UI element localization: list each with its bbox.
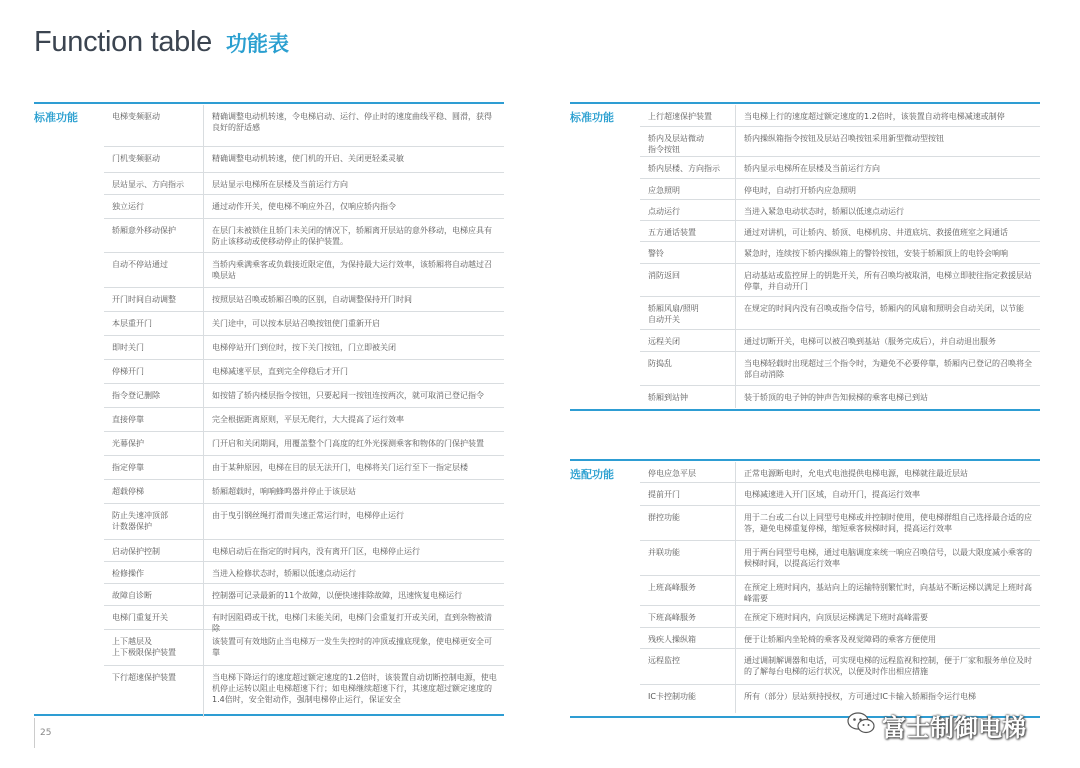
table-row bbox=[640, 541, 1040, 576]
function-description: 轿内操纵箱指令按钮及层站召唤按钮采用新型微动型按钮 bbox=[744, 134, 944, 143]
function-description: 用于两台同型号电梯，通过电脑调度来统一响应召唤信号，以最大限度减小乘客的候梯时间，以提高运行效率 bbox=[744, 548, 1032, 568]
page-number: 25 bbox=[40, 728, 52, 738]
function-description: 通过切断开关，电梯可以被召唤到基站（服务完成后），并自动退出服务 bbox=[744, 337, 996, 346]
function-name: 故障自诊断 bbox=[104, 584, 204, 605]
function-description: 当轿内乘满乘客或负载接近限定值，为保持最大运行效率，该轿厢将自动越过召唤层站 bbox=[212, 260, 492, 280]
function-description: 该装置可有效地防止当电梯万一发生失控时的冲顶或撞底现象，使电梯更安全可靠 bbox=[212, 637, 492, 657]
table-row bbox=[640, 483, 1040, 506]
table-row bbox=[104, 173, 504, 195]
function-description: 在预定上班时间内，基站向上的运输特别繁忙时，向基站不断运梯以满足上班时高峰需要 bbox=[744, 583, 1032, 603]
function-description: 精确调整电动机转速，使门机的开启、关闭更轻柔灵敏 bbox=[212, 154, 404, 163]
table-row bbox=[104, 336, 504, 360]
table-row bbox=[104, 312, 504, 336]
function-name: 层站显示、方向指示 bbox=[104, 173, 204, 194]
function-name: 上班高峰服务 bbox=[640, 576, 736, 605]
section-label: 选配功能 bbox=[570, 468, 614, 481]
function-description: 正常电源断电时，允电式电池提供电梯电源，电梯就往最近层站 bbox=[744, 469, 968, 478]
function-description: 所有（部分）层站须持授权，方可通过IC卡输入轿厢指令运行电梯 bbox=[744, 692, 976, 701]
function-description: 通过对讲机，可让轿内、轿顶、电梯机房、井道底坑、救援值班室之间通话 bbox=[744, 228, 1008, 237]
function-name: 自动不停站通过 bbox=[104, 253, 204, 287]
title-chinese: 功能表 bbox=[225, 32, 289, 56]
function-name: 防捣乱 bbox=[640, 352, 736, 385]
function-description: 完全根据距离原则，平层无爬行，大大提高了运行效率 bbox=[212, 415, 404, 424]
table-row bbox=[104, 456, 504, 480]
table-row bbox=[104, 147, 504, 173]
function-description: 便于让轿厢内坐轮椅的乘客及视觉障碍的乘客方便使用 bbox=[744, 635, 936, 644]
table-row bbox=[640, 105, 1040, 127]
function-name: 远程关闭 bbox=[640, 330, 736, 351]
function-description: 装于轿顶的电子钟的钟声告知候梯的乘客电梯已到站 bbox=[744, 393, 928, 402]
function-description: 通过动作开关，使电梯不响应外召，仅响应轿内指令 bbox=[212, 202, 396, 211]
left-standard-section bbox=[34, 102, 504, 716]
function-description: 由于某种原因，电梯在目的层无法开门，电梯将关门运行至下一指定层楼 bbox=[212, 463, 468, 472]
table-row bbox=[640, 200, 1040, 221]
table-row bbox=[640, 330, 1040, 352]
function-description: 当进入检修状态时，轿厢以低速点动运行 bbox=[212, 569, 356, 578]
table-row bbox=[104, 195, 504, 219]
function-name: 群控功能 bbox=[640, 506, 736, 540]
function-name: 停电应急平层 bbox=[640, 462, 736, 482]
function-description: 有时因阻碍或干扰，电梯门未能关闭，电梯门会重复打开或关闭，直到杂物被清除 bbox=[212, 613, 492, 633]
function-name: 提前开门 bbox=[640, 483, 736, 505]
function-name: 消防返回 bbox=[640, 264, 736, 296]
function-name: 轿厢意外移动保护 bbox=[104, 219, 204, 252]
function-description: 电梯减速进入开门区域，自动开门，提高运行效率 bbox=[744, 490, 920, 499]
function-description: 当电梯轻载时出现超过三个指令时，为避免不必要停靠，轿厢内已登记的召唤将全部自动消除 bbox=[744, 359, 1032, 379]
page-title bbox=[34, 26, 289, 59]
function-table bbox=[640, 462, 1040, 713]
wechat-logo-icon bbox=[846, 710, 876, 742]
function-description: 用于二台或二台以上同型号电梯或并控制时使用，使电梯群组自己选择最合适的应答，避免电梯重复停梯，缩短乘客候梯时间，提高运行效率 bbox=[744, 513, 1032, 533]
function-name: 即时关门 bbox=[104, 336, 204, 359]
function-name: 指定停靠 bbox=[104, 456, 204, 479]
function-name: 五方通话装置 bbox=[640, 221, 736, 241]
table-row bbox=[640, 462, 1040, 483]
function-name: 电梯变频驱动 bbox=[104, 105, 204, 146]
function-name: 点动运行 bbox=[640, 200, 736, 220]
section-top-rule bbox=[570, 459, 1040, 461]
function-description: 在规定的时间内没有召唤或指令信号，轿厢内的风扇和照明会自动关闭，以节能 bbox=[744, 304, 1024, 313]
function-name: 下班高峰服务 bbox=[640, 606, 736, 627]
watermark bbox=[846, 708, 1026, 743]
function-name: 上行超速保护装置 bbox=[640, 105, 736, 126]
function-name: 防止失速冲顶部 计数器保护 bbox=[104, 504, 204, 539]
function-table bbox=[104, 105, 504, 717]
section-label: 标准功能 bbox=[570, 111, 614, 124]
function-name: 门机变频驱动 bbox=[104, 147, 204, 172]
title-english: Function table bbox=[34, 26, 212, 58]
function-description: 如按错了轿内楼层指令按钮，只要起间一按钮连按两次，就可取消已登记指令 bbox=[212, 391, 484, 400]
function-description: 按照层站召唤或轿厢召唤的区别，自动调整保持开门时间 bbox=[212, 295, 412, 304]
function-description: 门开启和关闭期间，用覆盖整个门高度的红外光探测乘客和物体的门保护装置 bbox=[212, 439, 484, 448]
section-bottom-rule bbox=[570, 409, 1040, 411]
function-name: 上下越层及 上下极限保护装置 bbox=[104, 630, 204, 665]
function-name: 电梯门重复开关 bbox=[104, 606, 204, 629]
right-optional-section bbox=[570, 459, 1040, 718]
function-name: 直接停靠 bbox=[104, 408, 204, 431]
function-description: 启动基站或监控屏上的钥匙开关，所有召唤均被取消，电梯立即驶往指定救援层站停靠，并自动开门 bbox=[744, 271, 1032, 291]
function-name: 光幕保护 bbox=[104, 432, 204, 455]
table-row bbox=[104, 408, 504, 432]
function-name: 警铃 bbox=[640, 242, 736, 263]
table-row bbox=[640, 297, 1040, 330]
table-row bbox=[104, 480, 504, 504]
table-row bbox=[640, 242, 1040, 264]
table-row bbox=[104, 219, 504, 253]
table-row bbox=[640, 606, 1040, 628]
function-description: 停电时，自动打开轿内应急照明 bbox=[744, 186, 856, 195]
function-name: 超载停梯 bbox=[104, 480, 204, 503]
function-description: 轿内显示电梯所在层楼及当前运行方向 bbox=[744, 164, 880, 173]
function-name: 停梯开门 bbox=[104, 360, 204, 383]
function-description: 层站显示电梯所在层楼及当前运行方向 bbox=[212, 180, 348, 189]
function-table bbox=[640, 105, 1040, 408]
table-row bbox=[640, 576, 1040, 606]
section-label: 标准功能 bbox=[34, 111, 78, 124]
function-description: 在层门未被锁住且轿门未关闭的情况下，轿厢离开层站的意外移动，电梯应具有防止该移动或使移动停止的保护装置。 bbox=[212, 226, 492, 246]
section-top-rule bbox=[34, 102, 504, 104]
function-description: 电梯停站开门到位时，按下关门按钮，门立即被关闭 bbox=[212, 343, 396, 352]
function-name: 远程监控 bbox=[640, 649, 736, 684]
function-name: 轿厢风扇/照明 自动开关 bbox=[640, 297, 736, 329]
section-top-rule bbox=[570, 102, 1040, 104]
function-name: 检修操作 bbox=[104, 562, 204, 583]
table-row bbox=[640, 264, 1040, 297]
function-description: 精确调整电动机转速，令电梯启动、运行、停止时的速度曲线平稳、圆滑，获得良好的舒适感 bbox=[212, 112, 492, 132]
table-row bbox=[640, 179, 1040, 200]
watermark-text: 富士制御电梯 bbox=[882, 714, 1026, 742]
function-name: 并联功能 bbox=[640, 541, 736, 575]
function-name: 本层重开门 bbox=[104, 312, 204, 335]
function-name: 轿内层楼、方向指示 bbox=[640, 157, 736, 178]
function-name: IC卡控制功能 bbox=[640, 685, 736, 713]
table-row bbox=[640, 386, 1040, 408]
function-description: 当进入紧急电动状态时，轿厢以低速点动运行 bbox=[744, 207, 904, 216]
function-description: 关门途中，可以按本层站召唤按钮使门重新开启 bbox=[212, 319, 380, 328]
function-name: 启动保护控制 bbox=[104, 540, 204, 561]
table-row bbox=[640, 157, 1040, 179]
table-row bbox=[640, 649, 1040, 685]
function-description: 当电梯上行的速度超过额定速度的1.2倍时，该装置自动将电梯减速或制停 bbox=[744, 112, 1005, 121]
function-name: 轿内及层站微动 指令按钮 bbox=[640, 127, 736, 156]
table-row bbox=[104, 540, 504, 562]
function-description: 在预定下班时间内，向顶层运梯满足下班时高峰需要 bbox=[744, 613, 928, 622]
function-description: 当电梯下降运行的速度超过额定速度的1.2倍时，该装置自动切断控制电源，使电机停止运转以阻止电梯超速下行；如电梯继续超速下行，其速度超过额定速度的1.4倍时，安全钳动作，强制电梯停止运行，保证安全 bbox=[212, 673, 497, 704]
function-description: 通过调制解调器和电话，可实现电梯的远程监视和控制，便于厂家和服务单位及时的了解每台电梯的运行状况，以便及时作出相应措施 bbox=[744, 656, 1032, 676]
table-row bbox=[640, 506, 1040, 541]
table-row bbox=[104, 562, 504, 584]
table-row bbox=[104, 253, 504, 288]
table-row bbox=[104, 666, 504, 717]
function-description: 电梯减速平层，直到完全停稳后才开门 bbox=[212, 367, 348, 376]
function-name: 开门时间自动调整 bbox=[104, 288, 204, 311]
table-row bbox=[104, 360, 504, 384]
function-description: 轿厢超载时，响响蜂鸣器并停止于该层站 bbox=[212, 487, 356, 496]
function-name: 残疾人操纵箱 bbox=[640, 628, 736, 648]
table-row bbox=[640, 127, 1040, 157]
table-row bbox=[104, 432, 504, 456]
function-description: 电梯启动后在指定的时间内，没有离开门区，电梯停止运行 bbox=[212, 547, 420, 556]
function-name: 指令登记删除 bbox=[104, 384, 204, 407]
function-description: 控制器可记录最新的11个故障，以便快速排除故障，迅速恢复电梯运行 bbox=[212, 591, 463, 600]
table-row bbox=[104, 584, 504, 606]
function-name: 轿厢到站钟 bbox=[640, 386, 736, 408]
table-row bbox=[640, 628, 1040, 649]
right-standard-section bbox=[570, 102, 1040, 411]
table-row bbox=[640, 352, 1040, 386]
function-name: 下行超速保护装置 bbox=[104, 666, 204, 717]
table-row bbox=[104, 384, 504, 408]
function-name: 独立运行 bbox=[104, 195, 204, 218]
table-row bbox=[104, 105, 504, 147]
table-row bbox=[104, 504, 504, 540]
table-row bbox=[104, 630, 504, 666]
table-row bbox=[640, 221, 1040, 242]
function-description: 紧急时，连续按下轿内操纵箱上的警铃按钮，安装于轿厢顶上的电铃会响响 bbox=[744, 249, 1008, 258]
table-row bbox=[104, 606, 504, 633]
function-description: 由于曳引钢丝绳打滑而失速正常运行时，电梯停止运行 bbox=[212, 511, 404, 520]
footer-divider bbox=[34, 718, 35, 748]
table-row bbox=[104, 288, 504, 312]
function-name: 应急照明 bbox=[640, 179, 736, 199]
